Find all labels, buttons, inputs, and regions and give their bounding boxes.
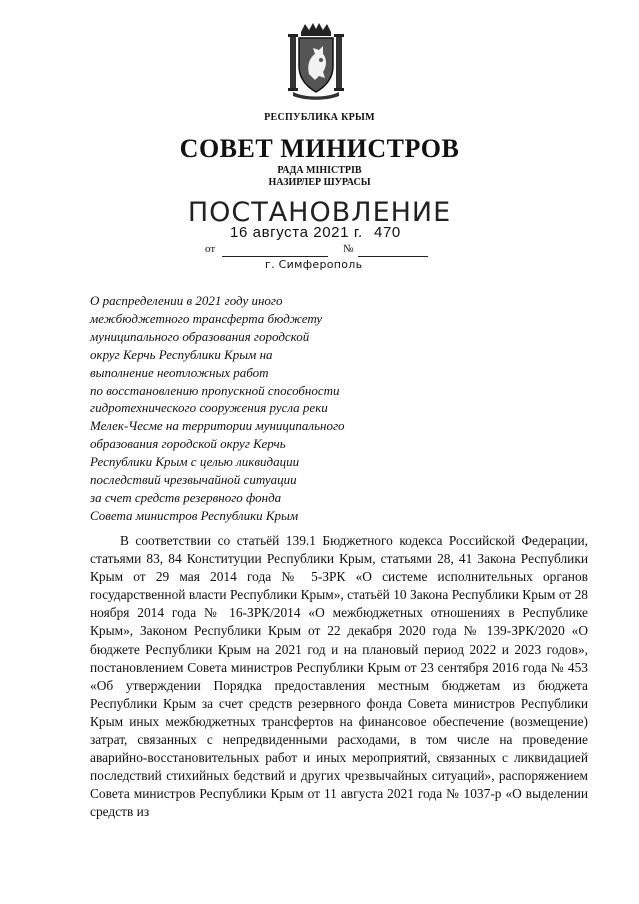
republic-name: РЕСПУБЛИКА КРЫМ [264, 112, 375, 123]
subject-line: Совета министров Республики Крым [90, 507, 299, 523]
body-paragraph: В соответствии со статьёй 139.1 Бюджетного кодекса Российской Федерации, статьями 83, 84 Конституции Республики Крым, статьями 28, 41 Закона Республики Крым от 29 мая 2014 года № 5-ЗРК «О системе исполнительных органов государственной власти Республики Крым», статьёй 10 Закона Республики Крым от 28 ноября 2014 года № 16-ЗРК/2014 «О межбюджетных отношениях в Республике Крым», Законом Республики Крым от 22 декабря 2020 года № 139-ЗРК/2020 «О бюджете Республики Крым на 2021 год и на плановый период 2022 и 2023 годов», постановлением Совета министров Республики Крым от 23 сентября 2016 года № 453 «Об утверждении Порядка предоставления местным бюджетам из бюджета Республики Крым за счет средств резервного фонда Совета министров Республики Крым иных межбюджетных трансфертов на финансовое обеспечение (возмещение) затрат, связанных с непредвиденными расходами, в том числе на проведение аварийно-восстановительных работ и иных мероприятий, связанных с ликвидацией последствий стихийных бедствий и других чрезвычайных ситуаций», распоряжением Совета министров Республики Крым от 11 августа 2021 года № 1037-р «О выделении средств из [90, 533, 588, 820]
subject-line: Республики Крым с целью ликвидации [90, 454, 300, 470]
document-number: 470 [374, 224, 401, 241]
subject-line: Мелек-Чесме на территории муниципального [90, 418, 345, 434]
document-date: 16 августа 2021 г. [230, 224, 363, 241]
date-label: от [205, 243, 216, 255]
city-name: г. Симферополь [265, 258, 363, 271]
subject-line: по восстановлению пропускной способности [90, 382, 340, 398]
document-subject [90, 292, 430, 525]
subject-line: выполнение неотложных работ [90, 364, 269, 380]
subject-line: образования городской округ Керчь [90, 436, 286, 452]
council-name-ukrainian: РАДА МІНІСТРІВ [277, 165, 362, 176]
subject-line: межбюджетного трансферта бюджету [90, 310, 323, 326]
subject-line: О распределении в 2021 году иного [90, 293, 283, 308]
council-name-crimean-tatar: НАЗИРЛЕР ШУРАСЫ [268, 177, 371, 188]
subject-line: последствий чрезвычайной ситуации [90, 472, 297, 488]
number-underline [358, 256, 428, 257]
coat-of-arms-emblem [287, 22, 345, 100]
number-label: № [343, 243, 354, 255]
subject-line: округ Керчь Республики Крым на [90, 346, 273, 362]
council-name: СОВЕТ МИНИСТРОВ [179, 134, 460, 163]
date-underline [222, 256, 328, 257]
document-type: ПОСТАНОВЛЕНИЕ [187, 197, 452, 228]
subject-line: за счет средств резервного фонда [90, 489, 282, 505]
subject-line: гидротехнического сооружения русла реки [90, 400, 328, 416]
subject-line: муниципального образования городской [90, 328, 310, 344]
